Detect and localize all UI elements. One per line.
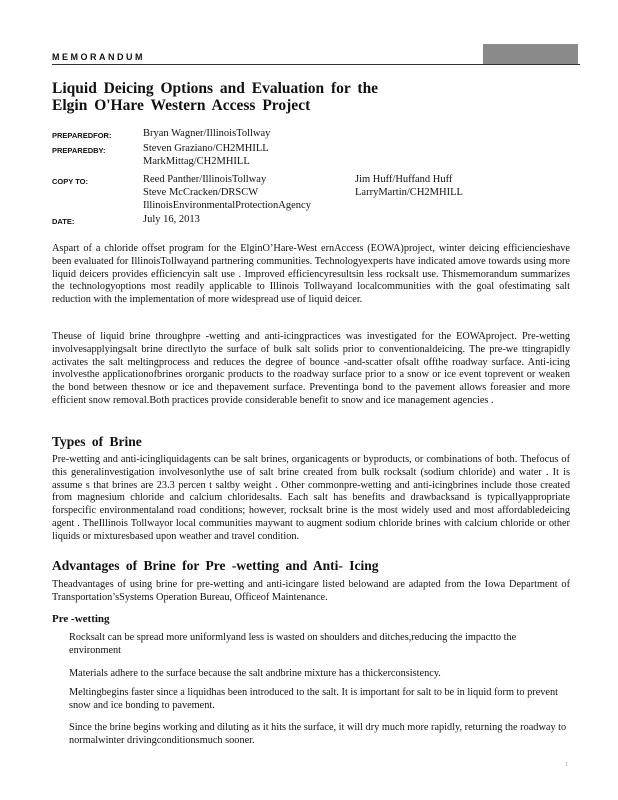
memo-title [52,80,572,114]
types-of-brine-heading: Types of Brine [52,434,142,449]
title-line-2: Elgin O'Hare Western Access Project [52,97,311,114]
list-item [52,631,570,657]
copy-to-name: LarryMartin/CH2MHILL [355,187,463,198]
bullet-text: Since the brine begins working and diluting as it hits the surface, it will dry much more rapidly, returning the roadway to normalwinter drivingconditionsmuch sooner. [69,722,567,746]
copy-to-name: IllinoisEnvironmentalProtectionAgency [143,200,311,211]
list-item [52,667,570,680]
bullet-text: Materials adhere to the surface because the salt andbrine mixture has a thickerconsistency. [69,668,441,679]
types-of-brine-paragraph: Pre-wetting and anti-icingliquidagents can be salt brines, organicagents or byproducts, or combinations of both. Thefocus of this generalinvestigation involvesonlythe use of salt brine created from bulk rocksalt (sodium chloride) and water . It is assume s that brines are 23.3 percen t saltby weight . Other commonpre-wetting and anti-icingbrines include those created from magnesium chloride and calcium chloridesalts. Each salt has benefits and drawbacksand is typicallyappropriate forspecific environmentaland road conditions; however, rocksalt brine is the most widely used and most affordabledeicing agent . TheIllinois Tollwayor local communities maywant to augment sodium chloride brines with calcium chloride or other liquids or mixturesbased upon weather and travel condition. [52,454,570,542]
intro-paragraph: Aspart of a chloride offset program for the ElginO’Hare-West ernAccess (EOWA)project, winter deicing efficiencieshave been evaluated for IllinoisTollwayand partnering communities. Technologyexperts have indicated amove towards using more liquid deicers provides efficiencyin salt use . Improved efficiencyresultsin less rocksalt use. Thismemorandum summarizes the technologyoptions most readily applicable to Illinois Tollwayand localcommunities with the goal ofestimating salt reduction with the implementation of more widespread use of liquid deicer. [52,243,570,306]
title-line-1: Liquid Deicing Options and Evaluation for the [52,80,379,97]
prepared-for-value: Bryan Wagner/IllinoisTollway [143,128,271,139]
list-item [52,686,570,712]
memorandum-label: MEMORANDUM [52,52,145,62]
prepared-by-name: Steven Graziano/CH2MHILL [143,143,269,154]
prepared-by-label: PREPAREDBY: [52,146,106,155]
page-number: 1 [565,762,568,768]
copy-to-name: Jim Huff/Huffand Huff [355,174,453,185]
copy-to-column-1 [143,173,311,212]
copy-to-name: Steve McCracken/DRSCW [143,187,259,198]
copy-to-name: Reed Panther/IllinoisTollway [143,174,267,185]
copy-to-column-2 [355,173,463,199]
date-label: DATE: [52,217,75,226]
prepared-by-name: MarkMittag/CH2MHILL [143,156,250,167]
prepared-for-label: PREPAREDFOR: [52,131,112,140]
copy-to-label: COPY TO: [52,177,88,186]
pre-wetting-heading: Pre -wetting [52,613,110,625]
bullet-text: Rocksalt can be spread more uniformlyand less is wasted on shoulders and ditches,reducing the impactto the environment [69,632,517,656]
header-gray-bar [483,44,578,65]
prepared-by-value [143,142,269,168]
list-item [52,721,570,747]
date-value: July 16, 2013 [143,214,200,225]
header-rule [52,64,580,65]
bullet-text: Meltingbegins faster since a liquidhas been introduced to the salt. It is important for salt to be in liquid form to prevent snow and ice bonding to pavement. [69,687,558,711]
advantages-paragraph: Theadvantages of using brine for pre-wetting and anti-icingare listed belowand are adapted from the Iowa Department of Transportation’sSystems Operation Bureau, Officeof Maintenance. [52,579,570,603]
advantages-heading: Advantages of Brine for Pre -wetting and Anti- Icing [52,558,379,573]
brine-use-paragraph: Theuse of liquid brine throughpre -wetting and anti-icingpractices was investigated for the EOWAproject. Pre-wetting involvesapplyingsalt brine directlyto the surface of bulk salt solids prior to conventionaldeicing. The pre-we ttingrapidly activates the salt meltingprocess and reduces the degree of bounce -and-scatter ofsalt offthe roadway surface. Anti-icing involvesthe applicationofbrines ororganic products to the roadway surface prior to a snow or ice event toprevent or weaken the bond between thesnow or ice and thepavement surface. Preventinga bond to the pavement allows foreasier and more efficient snow removal.Both practices provide considerable benefit to snow and ice management agencies . [52,331,570,406]
